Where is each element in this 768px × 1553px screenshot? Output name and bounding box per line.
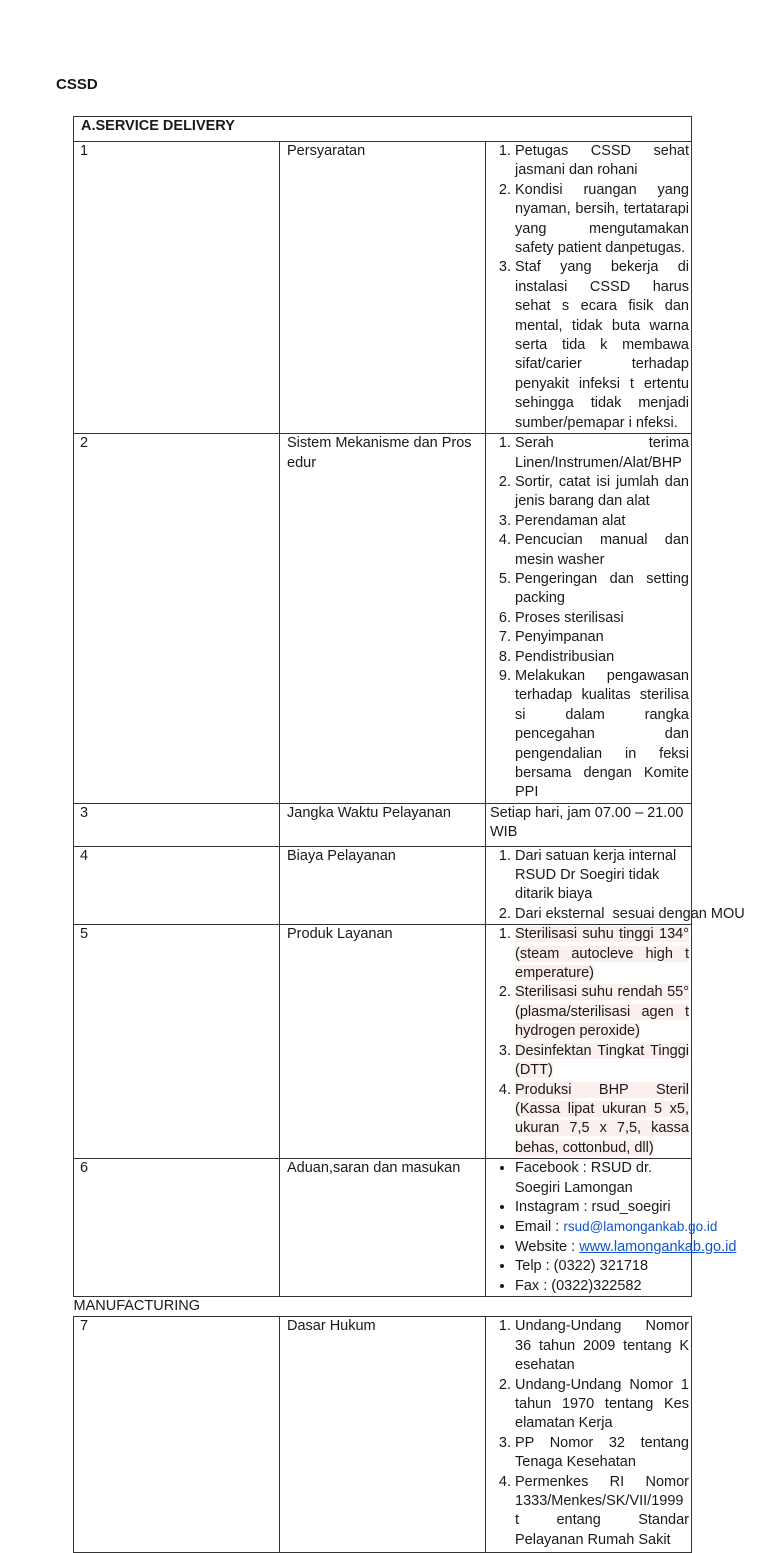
row-content [486,142,692,434]
list-item: 7. Penyimpanan [515,628,689,647]
list-item: 6. Proses sterilisasi [515,609,689,628]
list-item: 3. Perendaman alat [515,512,689,531]
section-header-manufacturing [74,1296,692,1316]
list-item: 3. Staf yang bekerja di instalasi CSSD harus sehat s ecara fisik dan mental, tidak buta warna serta tida k membawa sifat/carier terhadap penyakit infeksi t ertentu sehingga tidak menjadi sumber/pemapar i nfeksi. [515,258,689,433]
row-number: 5 [74,925,280,1159]
list-item: 2. Kondisi ruangan yang nyaman, bersih, tertatarapi yang mengutamakan safety patient danpetugas. [515,181,689,259]
numbered-list [490,1317,689,1550]
list-item: 2. Sortir, catat isi jumlah dan jenis barang dan alat [515,473,689,512]
service-hours: Setiap hari, jam 07.00 – 21.00 WIB [490,804,684,841]
row-label: Jangka Waktu Pelayanan [280,803,486,846]
highlighted-text: Desinfektan Tingkat Tinggi (DTT) [515,1042,689,1079]
list-item: 8. Pendistribusian [515,648,689,667]
row-content [486,925,692,1159]
row-number: 7 [74,1317,280,1553]
row-number: 1 [74,142,280,434]
row-label: Produk Layanan [280,925,486,1159]
instagram-contact: • Instagram : rsud_soegiri [515,1198,689,1217]
list-item: 1. Petugas CSSD sehat jasmani dan rohani [515,142,689,181]
table-row [74,925,692,1159]
numbered-list [490,142,689,433]
list-item: 2. Dari eksternal sesuai dengan MOU [515,905,689,924]
email-label: Email : [515,1219,564,1236]
section-title: A.SERVICE DELIVERY [74,117,692,142]
email-link[interactable]: rsud@lamongankab.go.id [563,1219,718,1235]
section-header-service-delivery [74,117,692,142]
list-item: 1. Serah terima Linen/Instrumen/Alat/BHP [515,434,689,473]
list-item: 2. Undang-Undang Nomor 1 tahun 1970 tentang Kes elamatan Kerja [515,1376,689,1434]
list-item: 1. Undang-Undang Nomor 36 tahun 2009 tentang K esehatan [515,1317,689,1375]
section-title: MANUFACTURING [74,1296,692,1316]
table-row [74,434,692,804]
list-item [515,983,689,1041]
row-content [486,846,745,925]
telp-contact: • Telp : (0322) 321718 [515,1257,689,1276]
numbered-list [490,434,689,803]
row-content [486,1317,692,1553]
row-label: Dasar Hukum [280,1317,486,1553]
list-item [515,1042,689,1081]
table-row [74,846,692,925]
list-item: 4. Permenkes RI Nomor 1333/Menkes/SK/VII/1999 t entang Standar Pelayanan Rumah Sakit [515,1473,689,1551]
list-item [515,925,689,983]
row-number: 6 [74,1159,280,1297]
row-label: Sistem Mekanisme dan Pros edur [280,434,486,804]
list-item: 4. Pencucian manual dan mesin washer [515,531,689,570]
row-label: Biaya Pelayanan [280,846,486,925]
row-label: Aduan,saran dan masukan [280,1159,486,1297]
website-link[interactable]: www.lamongankab.go.id [579,1238,737,1255]
highlighted-text: Sterilisasi suhu tinggi 134° (steam autocleve high t emperature) [515,926,689,982]
list-item: 1. Dari satuan kerja internal RSUD Dr Soegiri tidak ditarik biaya [515,847,689,905]
list-item: 3. PP Nomor 32 tentang Tenaga Kesehatan [515,1434,689,1473]
document-title: CSSD [56,76,98,93]
website-label: Website : [515,1238,580,1255]
row-content [486,1159,737,1297]
table-row [74,142,692,434]
numbered-list [490,925,689,1158]
row-number: 2 [74,434,280,804]
list-item: 5. Pengeringan dan setting packing [515,570,689,609]
fax-contact: • Fax : (0322)322582 [515,1277,689,1296]
bullet-list [490,1159,737,1296]
service-delivery-table [73,116,745,1553]
facebook-contact: • Facebook : RSUD dr. Soegiri Lamongan [515,1159,689,1198]
highlighted-text: Sterilisasi suhu rendah 55° (plasma/sterilisasi agen t hydrogen peroxide) [515,984,689,1040]
table-row [74,1317,692,1553]
table-row [74,803,692,846]
row-number: 4 [74,846,280,925]
row-content [486,434,692,804]
email-contact [515,1217,718,1237]
list-item: 9. Melakukan pengawasan terhadap kualitas sterilisa si dalam rangka pencegahan dan pengendalian in feksi bersama dengan Komite PPI [515,667,689,803]
highlighted-text: Produksi BHP Steril (Kassa lipat ukuran 5 x5, ukuran 7,5 x 7,5, kassa behas, cottonbud, dll) [515,1081,689,1156]
row-number: 3 [74,803,280,846]
numbered-list [490,847,745,925]
row-content [486,803,692,846]
row-label: Persyaratan [280,142,486,434]
website-contact [515,1238,737,1257]
list-item [515,1081,689,1159]
table-row [74,1159,692,1297]
